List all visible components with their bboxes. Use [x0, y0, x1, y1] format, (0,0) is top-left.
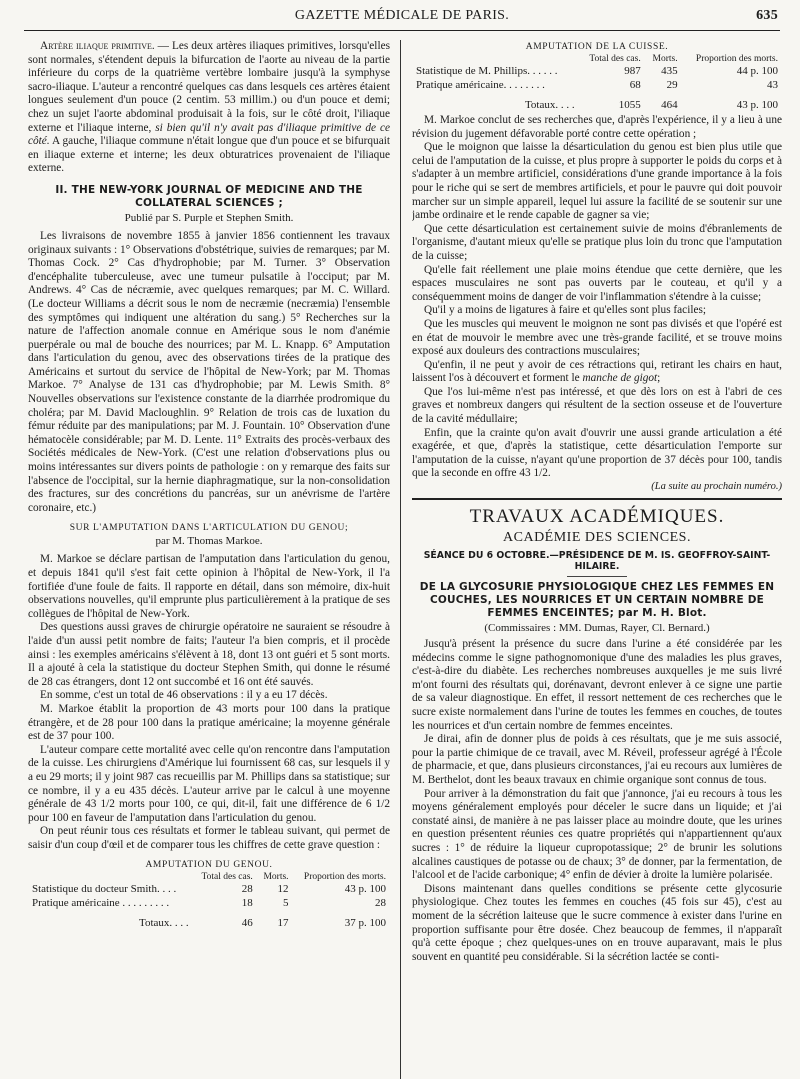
page-header [24, 4, 780, 31]
conclusion-7-italic: manche de gigot [582, 372, 658, 385]
table-cell-label: Pratique américaine . . . . . . . . . [32, 897, 170, 910]
table-genou-title: AMPUTATION DU GENOU. [145, 860, 273, 871]
paragraph-genou-4: M. Markoe établit la proportion de 43 morts pour 100 dans la pratique étrangère, et de 28 pour 100 dans la pratique américaine; la moyenne générale est de 37 pour 100. [28, 702, 390, 743]
table-cuisse-header-total: Total des cas. [589, 54, 641, 64]
table-cell-morts: 17 [277, 917, 289, 930]
table-cuisse [412, 54, 782, 112]
iliaque-end: A gauche, l'iliaque commune n'était longue que d'un pouce et se bifurquait en iliaque externe et interne; les deux obturatrices provenaient de l'iliaque externe. [28, 135, 390, 175]
seance-line: SÉANCE DU 6 OCTOBRE.—PRÉSIDENCE DE M. IS. GEOFFROY-SAINT-HILAIRE. [423, 550, 771, 573]
travaux-heading: TRAVAUX ACADÉMIQUES. [469, 506, 725, 528]
table-cell-total: 46 [241, 917, 253, 930]
table-cuisse-header-blank [412, 54, 579, 64]
glycosurie-title: DE LA GLYCOSURIE PHYSIOLOGIQUE CHEZ LES FEMMES EN COUCHES, LES NOURRICES ET UN CERTAIN NOMBRE DE FEMMES ENCEINTES; par M. H. Blot. [419, 581, 775, 620]
genou-byline: par M. Thomas Markoe. [155, 535, 263, 548]
paragraph-glycosurie-4: Disons maintenant dans quelles conditions se présente cette glycosurie physiologique. Chez toutes les femmes en couches (45 fois sur 45), c'est au moment de la sécrétion laiteuse que le sucre commence à exister dans l'urine en proportion suffisante pour être dosée. Chez beaucoup de femmes, il n'apparaît qu'à cette époque ; chez quelques-unes on en trouve auparavant, mais le plus souvent en quantité peu considérable. Si la sécrétion lactée se conti- [412, 882, 782, 963]
table-row [412, 78, 782, 92]
table-row [28, 896, 390, 910]
paragraph-conclusion-1: M. Markoe conclut de ses recherches que, d'après l'expérience, il y a lieu à une révision du jugement défavorable porté contre cette opération ; [412, 114, 782, 140]
paragraph-conclusion-7 [412, 359, 782, 386]
table-total-row [412, 92, 782, 112]
table-cell-label: Totaux. . . . [524, 99, 575, 111]
table-cuisse-header-prop: Proportion des morts. [695, 54, 778, 64]
suite-note: (La suite au prochain numéro.) [651, 481, 782, 493]
paragraph-genou-6: On peut réunir tous ces résultats et former le tableau suivant, qui permet de saisir d'un coup d'œil et de comparer tous les chiffres de cette grave question : [28, 825, 390, 851]
paragraph-conclusion-5: Qu'il y a moins de ligatures à faire et qu'elles sont plus faciles; [424, 304, 707, 317]
paragraph-iliaque [28, 40, 390, 176]
table-genou-header-total: Total des cas. [201, 872, 253, 883]
paragraph-conclusion-9: Enfin, que la crainte qu'on avait d'ouvrir une aussi grande articulation a été exagérée, et que, d'après la statistique, cette désarticulation l'emporte sur l'amputation de la cuisse, n'ayant qu'une proportion de 37 décès pour 100, tandis que la seconde en offre 43 1/2. [412, 426, 782, 480]
paragraph-conclusion-6: Que les muscles qui meuvent le moignon ne sont pas divisés et que l'opéré est en état de mouvoir le membre avec une très-grande facilité, et se trouve moins exposé aux douleurs des contractions musculaires; [412, 317, 782, 358]
table-cell-total: 68 [629, 79, 641, 91]
table-cell-prop: 43 p. 100 [736, 99, 778, 111]
paragraph-glycosurie-1: Jusqu'à présent la présence du sucre dans l'urine a été considérée par les médecins comme le signe pathognomonique d'une des maladies les plus graves, c'est-à-dire du diabète. Les recherches nombreuses auxquelles je me suis livré m'ont fourni des résultats qui, dorénavant, devront enlever à ce signe une partie de sa valeur diagnostique. En effet, il ressort nettement de ces recherches que le sucre existe normalement dans l'urine de toutes les femmes en couches, de toutes les nourrices et d'un certain nombre de femmes enceintes. [412, 638, 782, 732]
short-divider [567, 576, 627, 577]
conclusion-7-end: ; [657, 372, 661, 385]
table-cell-total: 1055 [618, 99, 641, 111]
table-cell-label: Totaux. . . . [139, 917, 189, 930]
table-cell-label: Pratique américaine. . . . . . . . [416, 79, 545, 91]
table-genou-header-morts: Morts. [263, 872, 289, 883]
paragraph-genou-3: En somme, c'est un total de 46 observations : il y a eu 17 décès. [40, 689, 328, 702]
table-cuisse-header-morts: Morts. [652, 54, 678, 64]
paragraph-glycosurie-2: Je dirai, afin de donner plus de poids à ces résultats, que je me suis associé, pour la partie chimique de ce travail, avec M. Réveil, professeur agrégé à l'École de pharmacie, et que, dans plusieurs circonstances, j'ai eu recours aux lumières de M. Berthelot, dont les beaux travaux en chimie organique sont connus de tous. [412, 733, 782, 786]
iliaque-label: Artère iliaque primitive. [40, 40, 155, 52]
paragraph-genou-2: Des questions aussi graves de chirurgie opératoire ne sauraient se résoudre à l'aide d'un aussi petit nombre de faits; l'auteur l'a bien compris, et il procède ainsi : les exemples américains s'élèvent à 18, dont 13 ont guéri et 5 sont morts. Il a ajouté à cela la statistique du docteur Stephen Smith, qui donne le résumé de 28 cas étrangers, dont 12 ont succombé et 16 ont été sauvés. [28, 621, 390, 688]
table-cell-label: Statistique du docteur Smith. . . . [32, 883, 177, 896]
table-cell-total: 28 [241, 883, 253, 896]
right-column [412, 40, 782, 1079]
table-cell-morts: 29 [666, 79, 678, 91]
iliaque-italic: si bien qu'il n'y avait pas d'iliaque primitive de ce côté. [28, 121, 390, 148]
table-row [412, 64, 782, 78]
table-cell-morts: 464 [661, 99, 678, 111]
journal-byline: Publié par S. Purple et Stephen Smith. [124, 211, 294, 224]
paragraph-conclusion-8: Que l'os lui-même n'est pas intéressé, et que dès lors on est à l'abri de ces graves et nombreux dangers qui résultent de la section osseuse et de l'ouverture de la cavité médullaire; [412, 385, 782, 426]
paragraph-genou-1: M. Markoe se déclare partisan de l'amputation dans l'articulation du genou, et depuis 1841 qu'il s'est fait cette opinion à l'hôpital de New-York, il l'a fortifiée d'une foule de faits. Il rapporte en détail, dans son mémoire, dix-huit observations nouvelles, qu'il emprunte plus particulièrement à la pratique de ses collègues de l'hôpital de New-York. [28, 553, 390, 620]
table-cell-prop: 44 p. 100 [736, 65, 778, 77]
column-divider [400, 40, 401, 1079]
paragraph-glycosurie-3: Pour arriver à la démonstration du fait que j'annonce, j'ai eu recours à tous les moyens généralement employés pour déceler le sucre dans un liquide; et j'ai constaté ainsi, de manière à ne pas laisser place au moindre doute, que les urines en question présentent réunies ces quatre propriétés qui n'appartiennent qu'aux sucres : 1° de réduire la liqueur cupropotassique; 2° de brunir les solutions alcalines caustiques de potasse ou de chaux; 3° de donner, par la fermentation, de l'alcool et de l'acide carbonique; 4° enfin de dévier à droite la lumière polarisée. [412, 787, 782, 882]
conclusion-7-text: Qu'enfin, il ne peut y avoir de ces rétractions qui, retirant les chairs en haut, laissent l'os à découvert et forment le [412, 358, 782, 385]
table-row [28, 882, 390, 896]
section-divider [412, 498, 782, 500]
genou-article-title: SUR L'AMPUTATION DANS L'ARTICULATION DU GENOU; [69, 523, 349, 534]
academie-heading: ACADÉMIE DES SCIENCES. [503, 530, 691, 546]
page-number: 635 [756, 8, 778, 23]
table-genou-header-prop: Proportion des morts. [303, 872, 386, 883]
table-cell-prop: 37 p. 100 [344, 917, 386, 930]
iliaque-text: — Les deux artères iliaques primitives, lorsqu'elles sont normales, s'étendent depuis la bifurcation de l'aorte au niveau de la partie inférieure du corps de la quatrième vertèbre lombaire jusqu'à la symphyse sacro-iliaque. L'auteur a rencontré quelques cas dans lesquels ces artères étaient longues seulement d'un pouce (2 centim. 53 millim.) ou d'un pouce et demi; chez un sujet l'aorte abdominal produisait à la fois, sur le côté droit, l'iliaque externe et l'iliaque interne, [28, 40, 390, 134]
paragraph-conclusion-2: Que le moignon que laisse la désarticulation du genou est bien plus utile que celui de l'amputation de la cuisse, et plus propre à supporter le poids du corps et à s'adapter à un membre artificiel, considérations d'une grande importance à la fois pour le riche qui se sert de membres artificiels, et pour le pauvre qui doit pouvoir marcher sur un simple appareil, lequel lui assure la facilité de se soutenir sur une jambe ordinaire et le rende capable de gagner sa vie; [412, 141, 782, 222]
table-genou-header-blank [28, 872, 193, 882]
left-column [28, 40, 390, 1079]
journal-section-heading: II. THE NEW-YORK JOURNAL OF MEDICINE AND THE COLLATERAL SCIENCES ; [55, 183, 363, 209]
commissaires-line: (Commissaires : MM. Dumas, Rayer, Cl. Bernard.) [484, 622, 710, 635]
paragraph-livraisons: Les livraisons de novembre 1855 à janvier 1856 contiennent les travaux originaux suivants : 1° Observations d'obstétrique, suivies de remarques; par M. Thomas Cock. 2° Cas d'hydrophobie; par M. Turner. 3° Observation d'encéphalite tuberculeuse, avec une tumeur pulsatile à l'occiput; par M. Andrews. 4° Cas de nécræmie, avec quelques remarques; par M. C. Willard. (Le docteur Williams a décrit sous le nom de necræmie (necræmia) l'ensemble des symptômes qui indiquent une altération du sang.) 5° Recherches sur la nature de l'affection anomale connue en Amérique sous le nom d'anémie puerpérale ou mal de bouche des nourrices; par M. L. Knapp. 6° Amputation dans l'articulation du genou, avec des observations tirées de la pratique des Américains et surtout du service de l'hôpital de New-York; par M. Thomas Markoe. 7° Analyse de 131 cas d'hydrophobie; par M. Lewis Smith. 8° Nouvelles observations sur l'existence constante de la diarrhée prodromique du choléra; par M. David Macloughlin. 9° Relation de trois cas de luxation du fémur réduite par des manipulations; par M. J. Fountain. 10° Observation d'une hématocèle considérable; par M. D. Lente. 11° Extraits des procès-verbaux des Sociétés médicales de New-York. (C'est une relation d'observations plus ou moins intéressantes sur divers points de pathologie : on y remarque des faits sur l'absence de l'occipital, sur la hernie diaphragmatique, sur la non-consolidation des fractures, sur des concrétions du pancréas, sur un anévrisme de l'artère coronaire, etc.) [28, 229, 390, 514]
paragraph-conclusion-4: Qu'elle fait réellement une plaie moins étendue que cette dernière, que les espaces musculaires ne sont pas ouverts par le couteau, et qu'il y a conséquemment moins de danger de voir l'inflammation s'étendre à la cuisse; [412, 263, 782, 303]
table-cell-total: 18 [241, 897, 253, 910]
journal-title: GAZETTE MÉDICALE DE PARIS. [294, 8, 510, 23]
table-cell-morts: 5 [283, 897, 289, 910]
table-cell-prop: 28 [375, 897, 386, 910]
table-genou [28, 872, 390, 930]
paragraph-genou-5: L'auteur compare cette mortalité avec celle qu'on rencontre dans l'amputation de la cuisse. Les chirurgiens d'Amérique lui fournissent 68 cas, sur lesquels il y a eu 29 morts; il y joint 987 cas recueillis par M. Phillips dans sa statistique; sur ce nombre, il y a eu 435 décès. L'auteur arrive par le calcul à une moyenne générale de 43 1/2 morts pour 100, ce qui, dit-il, fait une différence de 6 1/2 pour 100 en faveur de l'amputation dans l'articulation du genou. [28, 743, 390, 824]
table-cell-morts: 12 [277, 883, 289, 896]
table-cell-total: 987 [624, 65, 641, 77]
table-cell-prop: 43 [767, 79, 778, 91]
paragraph-conclusion-3: Que cette désarticulation est certainement suivie de moins d'ébranlements de l'organisme, d'autant mieux qu'elle se pratique plus loin du tronc que l'amputation de la cuisse; [412, 222, 782, 262]
table-cell-prop: 43 p. 100 [344, 883, 386, 896]
table-cell-morts: 435 [661, 65, 678, 77]
table-cuisse-title: AMPUTATION DE LA CUISSE. [525, 42, 669, 52]
table-cell-label: Statistique de M. Phillips. . . . . . [416, 65, 558, 77]
table-total-row [28, 910, 390, 930]
